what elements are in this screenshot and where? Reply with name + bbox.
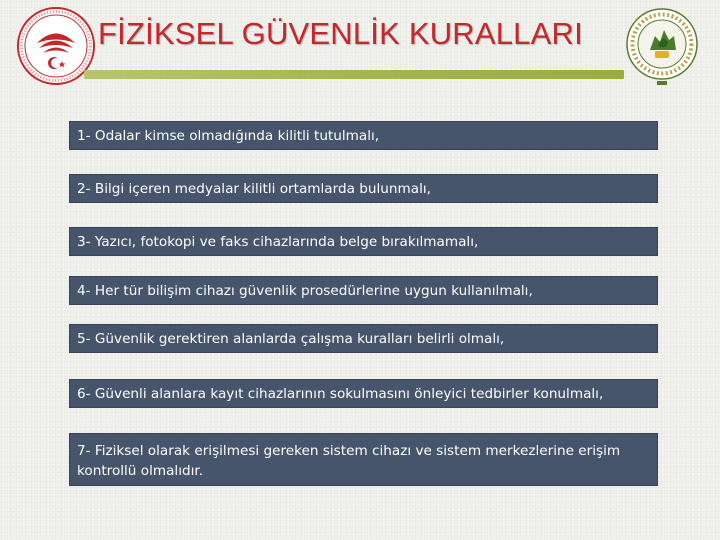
list-item: 7- Fiziksel olarak erişilmesi gereken sistem cihazı ve sistem merkezlerine erişim kontrollü olmalıdır. xyxy=(69,433,658,486)
list-item: 5- Güvenlik gerektiren alanlarda çalışma kuralları belirli olmalı, xyxy=(69,324,658,353)
slide-header xyxy=(0,0,720,92)
title-underline xyxy=(84,70,624,79)
list-item: 6- Güvenli alanlara kayıt cihazlarının sokulmasını önleyici tedbirler konulmalı, xyxy=(69,379,658,408)
ogm-forestry-logo xyxy=(622,6,702,88)
list-item: 4- Her tür bilişim cihazı güvenlik prosedürlerine uygun kullanılmalı, xyxy=(69,276,658,305)
list-item: 3- Yazıcı, fotokopi ve faks cihazlarında belge bırakılmamalı, xyxy=(69,227,658,256)
page-title: FİZİKSEL GÜVENLİK KURALLARI xyxy=(98,16,583,51)
list-item: 2- Bilgi içeren medyalar kilitli ortamlarda bulunmalı, xyxy=(69,174,658,203)
list-item: 1- Odalar kimse olmadığında kilitli tutulmalı, xyxy=(69,121,658,150)
